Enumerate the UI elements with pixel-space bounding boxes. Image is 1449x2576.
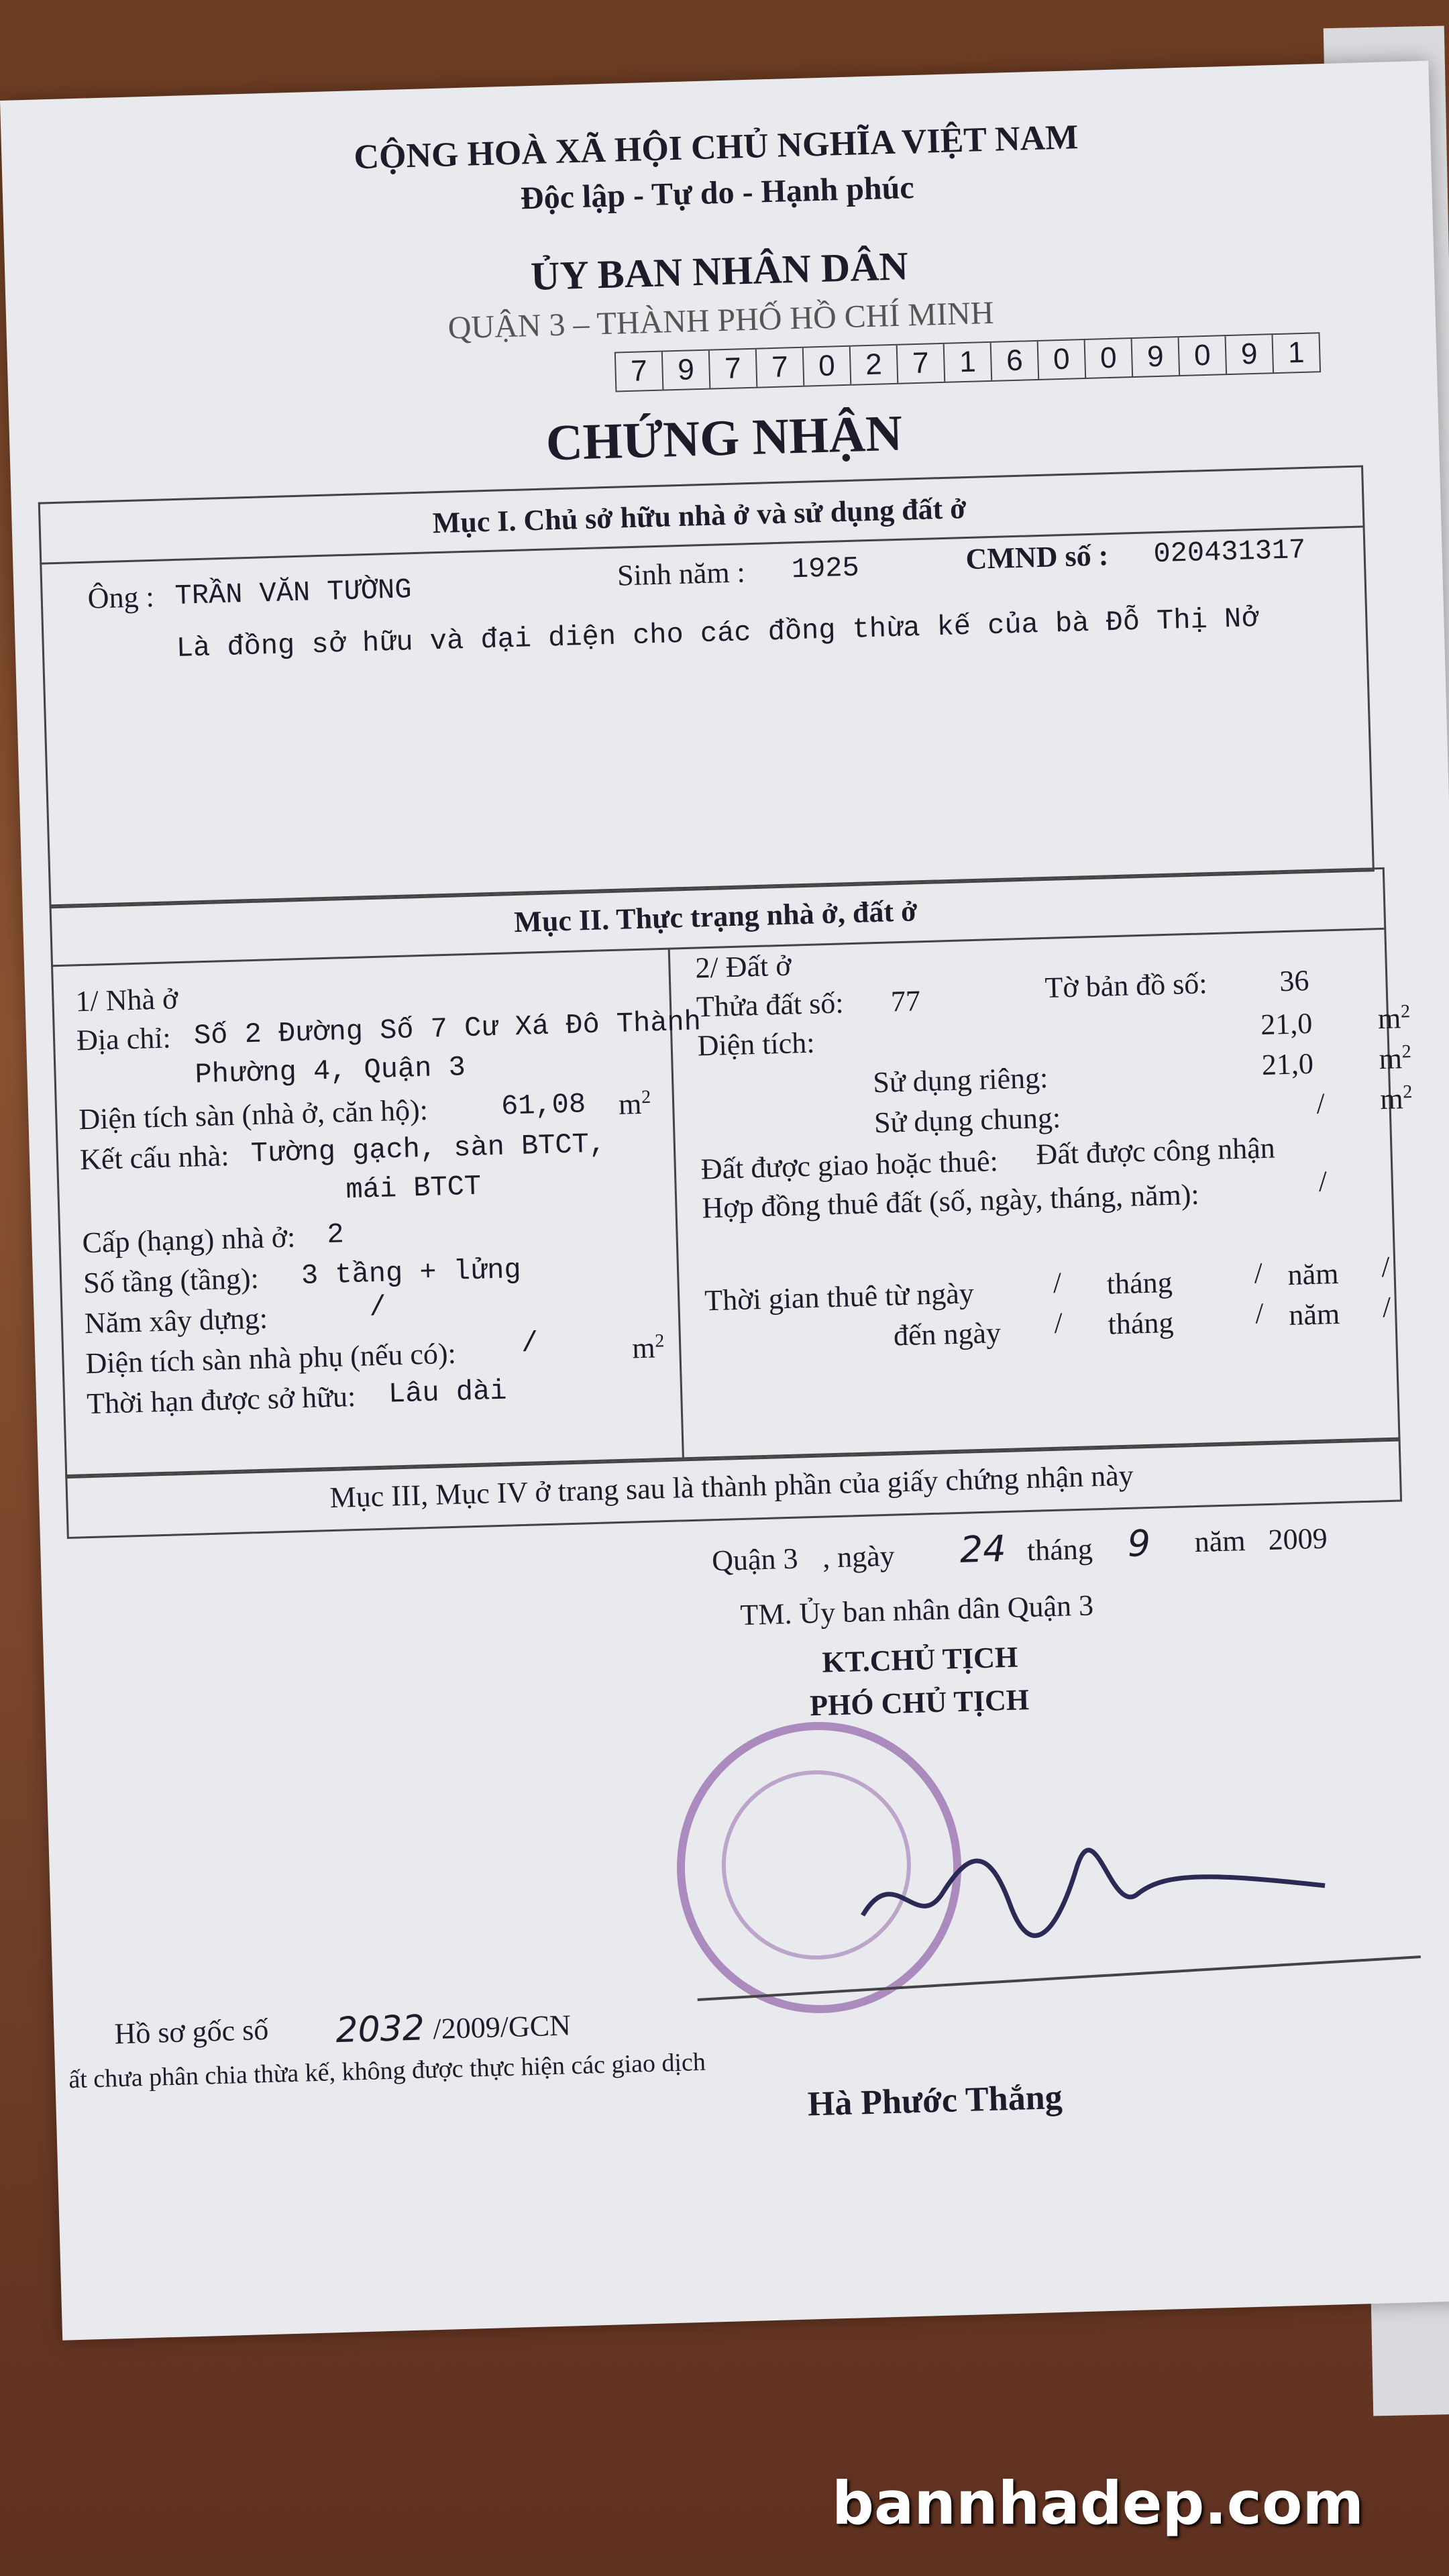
address-label: Địa chỉ: (76, 1021, 172, 1057)
owner-name: TRẦN VĂN TƯỜNG (174, 574, 413, 612)
district-name: QUẬN 3 – THÀNH PHỐ HỒ CHÍ MINH (447, 294, 995, 346)
section3-note: Mục III, Mục IV ở trang sau là thành phần của giấy chứng nhận này (329, 1458, 1134, 1515)
address-line1: Số 2 Đường Số 7 Cư Xá Đô Thành (193, 1006, 702, 1053)
aux-area-unit: $m^2$ (631, 1330, 665, 1365)
serial-digit: 9 (1226, 335, 1275, 374)
common-use-value: / (1316, 1087, 1326, 1120)
floors-label: Số tầng (tầng): (83, 1261, 260, 1300)
lease-label: Hợp đồng thuê đất (số, ngày, tháng, năm): (701, 1177, 1200, 1225)
ownership-term-label: Thời hạn được sở hữu: (86, 1379, 356, 1421)
serial-digit: 1 (945, 343, 993, 382)
map-label: Tờ bản đồ số: (1044, 967, 1208, 1005)
section2-heading: Mục II. Thực trạng nhà ở, đất ở (513, 894, 918, 939)
lease-from-month-label: tháng (1106, 1265, 1173, 1301)
id-label: CMND số : (965, 539, 1109, 576)
birth-label: Sinh năm : (616, 555, 746, 592)
serial-digit: 0 (804, 347, 852, 386)
serial-digit: 0 (1038, 340, 1087, 379)
ownership-term-value: Lâu dài (388, 1375, 508, 1411)
serial-digit: 9 (663, 351, 711, 390)
record-warning: ất chưa phân chia thừa kế, không được thực hiện các giao dịch (68, 2047, 706, 2094)
floors-value: 3 tầng + lửng (301, 1254, 522, 1293)
aux-area-label: Diện tích sàn nhà phụ (nếu có): (85, 1336, 457, 1381)
land-area-label: Diện tích: (697, 1026, 816, 1063)
floor-area-unit: $m^2$ (618, 1086, 651, 1121)
lease-to-year: / (1382, 1290, 1391, 1324)
signing-month: 9 (1126, 1521, 1151, 1565)
lease-from-year: / (1381, 1250, 1391, 1284)
lease-from-label: Thời gian thuê từ ngày (704, 1277, 975, 1318)
lease-from-month: / (1253, 1256, 1263, 1290)
grant-label: Đất được giao hoặc thuê: (700, 1144, 999, 1186)
serial-digit: 7 (757, 348, 805, 387)
certificate-title: CHỨNG NHẬN (545, 405, 904, 472)
serial-number (614, 332, 1321, 392)
signing-role1: KT.CHỦ TỊCH (821, 1640, 1018, 1679)
id-number: 020431317 (1152, 533, 1306, 571)
lease-to-year-label: năm (1288, 1297, 1340, 1332)
signing-month-label: tháng (1026, 1532, 1093, 1568)
structure-line2: mái BTCT (345, 1170, 482, 1207)
serial-digit: 7 (710, 350, 758, 388)
serial-digit: 7 (616, 352, 664, 391)
private-use-value: 21,0 (1261, 1046, 1314, 1082)
aux-area-value: / (521, 1327, 539, 1360)
floor-area-value: 61,08 (500, 1088, 586, 1123)
serial-digit: 0 (1085, 339, 1134, 378)
plot-value: 77 (890, 984, 921, 1018)
build-year-value: / (368, 1291, 387, 1324)
country-name: CỘNG HOÀ XÃ HỘI CHỦ NGHĨA VIỆT NAM (353, 118, 1079, 177)
serial-digit: 1 (1287, 335, 1305, 370)
lease-to-month-label: tháng (1107, 1305, 1174, 1341)
serial-digit: 6 (991, 341, 1040, 380)
serial-digit: 9 (1132, 337, 1181, 376)
signing-year-label: năm (1194, 1524, 1246, 1559)
section1-heading: Mục I. Chủ sở hữu nhà ở và sử dụng đất ở (432, 492, 967, 540)
serial-digit: 0 (1179, 336, 1228, 375)
signature-mark (854, 1821, 1340, 1955)
land-area-unit: $m^2$ (1377, 1001, 1411, 1036)
common-use-unit: $m^2$ (1379, 1081, 1413, 1116)
common-use-label: Sử dụng chung: (873, 1101, 1061, 1140)
owner-note: Là đồng sở hữu và đại diện cho các đồng thừa kế của bà Đỗ Thị Nở (176, 602, 1259, 665)
serial-digit: 7 (898, 344, 946, 383)
lease-to-day: / (1053, 1306, 1063, 1340)
land-area-value: 21,0 (1260, 1006, 1313, 1042)
signing-day: 24 (959, 1527, 1007, 1571)
signing-year: 2009 (1267, 1521, 1328, 1557)
certificate-page (0, 61, 1449, 2341)
plot-label: Thửa đất số: (696, 986, 845, 1024)
signing-role2: PHÓ CHỦ TỊCH (809, 1683, 1030, 1723)
record-label: Hồ sơ gốc số (113, 2012, 269, 2051)
lease-from-day: / (1053, 1266, 1062, 1299)
land-label: 2/ Đất ở (694, 949, 792, 985)
structure-line1: Tường gạch, sàn BTCT, (250, 1128, 606, 1171)
lease-to-label: đến ngày (893, 1316, 1002, 1352)
lease-value: / (1318, 1165, 1328, 1198)
structure-label: Kết cấu nhà: (79, 1139, 230, 1177)
signing-org: TM. Ủy ban nhân dân Quận 3 (739, 1589, 1094, 1632)
serial-digit: 2 (851, 345, 899, 384)
private-use-label: Sử dụng riêng: (872, 1061, 1049, 1099)
signer-name: Hà Phước Thắng (807, 2078, 1063, 2124)
grant-value: Đất được công nhận (1035, 1131, 1276, 1171)
lease-to-month: / (1254, 1297, 1265, 1330)
national-motto: Độc lập - Tự do - Hạnh phúc (520, 170, 915, 217)
map-value: 36 (1279, 964, 1310, 998)
house-label: 1/ Nhà ở (74, 982, 178, 1018)
private-use-unit: $m^2$ (1379, 1041, 1412, 1076)
owner-label: Ông : (87, 580, 155, 615)
record-suffix: /2009/GCN (432, 2008, 572, 2046)
authority-name: ỦY BAN NHÂN DÂN (530, 244, 909, 299)
signing-date-prefix: , ngày (822, 1539, 896, 1574)
build-year-label: Năm xây dựng: (84, 1301, 268, 1340)
grade-value: 2 (326, 1218, 345, 1252)
watermark: bannhadep.com (832, 2469, 1364, 2538)
record-number: 2032 (335, 2008, 425, 2051)
grade-label: Cấp (hạng) nhà ở: (81, 1220, 296, 1260)
address-line2: Phường 4, Quận 3 (194, 1051, 466, 1091)
birth-year: 1925 (791, 551, 860, 586)
signing-place: Quận 3 (711, 1542, 799, 1578)
floor-area-label: Diện tích sàn (nhà ở, căn hộ): (78, 1093, 429, 1136)
lease-from-year-label: năm (1287, 1256, 1340, 1292)
